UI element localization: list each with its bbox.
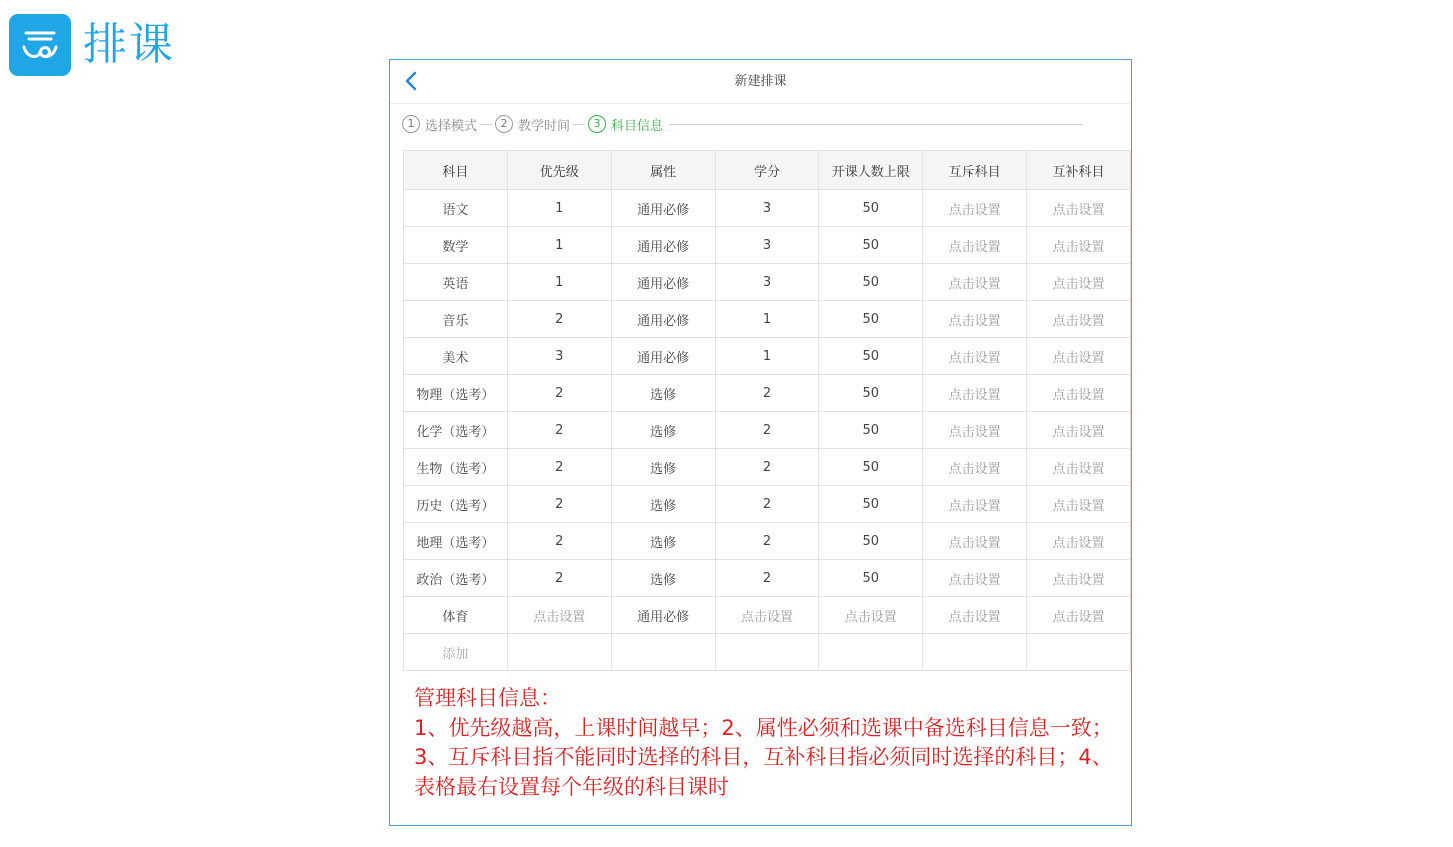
limit-cell: 50 [819, 449, 923, 486]
priority-cell: 2 [507, 301, 611, 338]
step-number: 1 [402, 115, 420, 133]
exclusive-subject-cell[interactable]: 点击设置 [923, 301, 1027, 338]
column-header: 科目 [404, 151, 508, 190]
step-connector [669, 124, 1083, 125]
step-teaching-time[interactable] [495, 115, 570, 134]
attribute-cell: 选修 [611, 486, 715, 523]
empty-cell [715, 634, 819, 671]
step-indicator [402, 112, 1086, 136]
column-header: 优先级 [507, 151, 611, 190]
complementary-subject-cell[interactable]: 点击设置 [1027, 301, 1131, 338]
priority-cell: 2 [507, 412, 611, 449]
table-row [404, 523, 1131, 560]
complementary-subject-cell[interactable]: 点击设置 [1027, 190, 1131, 227]
table-row [404, 597, 1131, 634]
attribute-cell: 通用必修 [611, 597, 715, 634]
table-header-row [404, 151, 1131, 190]
column-header: 互斥科目 [923, 151, 1027, 190]
exclusive-subject-cell[interactable]: 点击设置 [923, 412, 1027, 449]
table-row [404, 227, 1131, 264]
empty-cell [1027, 634, 1131, 671]
empty-cell [819, 634, 923, 671]
column-header: 开课人数上限 [819, 151, 923, 190]
complementary-subject-cell[interactable]: 点击设置 [1027, 523, 1131, 560]
step-select-mode[interactable] [402, 115, 477, 134]
priority-cell: 3 [507, 338, 611, 375]
step-subject-info[interactable] [588, 115, 663, 134]
attribute-cell: 通用必修 [611, 227, 715, 264]
brand [9, 14, 175, 76]
credit-cell: 2 [715, 375, 819, 412]
column-header: 学分 [715, 151, 819, 190]
subject-cell: 美术 [404, 338, 508, 375]
credit-cell[interactable]: 点击设置 [715, 597, 819, 634]
exclusive-subject-cell[interactable]: 点击设置 [923, 375, 1027, 412]
subject-cell: 英语 [404, 264, 508, 301]
empty-cell [923, 634, 1027, 671]
limit-cell: 50 [819, 227, 923, 264]
limit-cell: 50 [819, 486, 923, 523]
step-number: 2 [495, 115, 513, 133]
table-row [404, 264, 1131, 301]
instruction-note [414, 684, 1118, 802]
complementary-subject-cell[interactable]: 点击设置 [1027, 375, 1131, 412]
page-title: 新建排课 [734, 74, 787, 89]
priority-cell: 2 [507, 375, 611, 412]
limit-cell: 50 [819, 412, 923, 449]
attribute-cell: 通用必修 [611, 338, 715, 375]
priority-cell[interactable]: 点击设置 [507, 597, 611, 634]
step-label: 教学时间 [518, 118, 571, 134]
priority-cell: 2 [507, 523, 611, 560]
credit-cell: 1 [715, 338, 819, 375]
limit-cell: 50 [819, 560, 923, 597]
limit-cell: 50 [819, 190, 923, 227]
credit-cell: 2 [715, 412, 819, 449]
subject-cell: 化学（选考） [404, 412, 508, 449]
column-header: 属性 [611, 151, 715, 190]
subject-cell: 数学 [404, 227, 508, 264]
attribute-cell: 选修 [611, 449, 715, 486]
credit-cell: 1 [715, 301, 819, 338]
credit-cell: 3 [715, 264, 819, 301]
top-bar [390, 60, 1131, 104]
limit-cell: 50 [819, 338, 923, 375]
step-connector [480, 124, 492, 125]
exclusive-subject-cell[interactable]: 点击设置 [923, 560, 1027, 597]
table-row [404, 190, 1131, 227]
limit-cell: 50 [819, 301, 923, 338]
credit-cell: 2 [715, 523, 819, 560]
priority-cell: 2 [507, 560, 611, 597]
subject-cell: 生物（选考） [404, 449, 508, 486]
table-row [404, 412, 1131, 449]
step-label: 选择模式 [425, 118, 478, 134]
table-row [404, 486, 1131, 523]
credit-cell: 3 [715, 190, 819, 227]
limit-cell: 50 [819, 523, 923, 560]
exclusive-subject-cell[interactable]: 点击设置 [923, 338, 1027, 375]
exclusive-subject-cell[interactable]: 点击设置 [923, 449, 1027, 486]
subject-cell: 物理（选考） [404, 375, 508, 412]
credit-cell: 2 [715, 486, 819, 523]
credit-cell: 2 [715, 560, 819, 597]
subject-cell: 历史（选考） [404, 486, 508, 523]
table-row-add [404, 634, 1131, 671]
step-connector [573, 124, 585, 125]
exclusive-subject-cell[interactable]: 点击设置 [923, 190, 1027, 227]
subject-cell: 政治（选考） [404, 560, 508, 597]
note-body: 1、优先级越高，上课时间越早；2、属性必须和选课中备选科目信息一致；3、互斥科目指不能同时选择的科目，互补科目指必须同时选择的科目；4、表格最右设置每个年级的科目课时 [414, 715, 1113, 799]
attribute-cell: 选修 [611, 523, 715, 560]
empty-cell [507, 634, 611, 671]
attribute-cell: 选修 [611, 560, 715, 597]
complementary-subject-cell[interactable]: 点击设置 [1027, 486, 1131, 523]
priority-cell: 2 [507, 449, 611, 486]
credit-cell: 2 [715, 449, 819, 486]
priority-cell: 1 [507, 190, 611, 227]
priority-cell: 1 [507, 227, 611, 264]
exclusive-subject-cell[interactable]: 点击设置 [923, 264, 1027, 301]
limit-cell[interactable]: 点击设置 [819, 597, 923, 634]
add-subject-button[interactable]: 添加 [404, 634, 508, 671]
exclusive-subject-cell[interactable]: 点击设置 [923, 227, 1027, 264]
table-row [404, 449, 1131, 486]
step-label: 科目信息 [611, 118, 664, 134]
priority-cell: 2 [507, 486, 611, 523]
attribute-cell: 通用必修 [611, 190, 715, 227]
table-row [404, 338, 1131, 375]
table-row [404, 301, 1131, 338]
table-row [404, 560, 1131, 597]
complementary-subject-cell[interactable]: 点击设置 [1027, 227, 1131, 264]
course-calendar-icon [9, 14, 71, 76]
limit-cell: 50 [819, 264, 923, 301]
brand-title: 排课 [83, 19, 175, 70]
subject-cell: 体育 [404, 597, 508, 634]
attribute-cell: 选修 [611, 375, 715, 412]
column-header: 互补科目 [1027, 151, 1131, 190]
subject-cell: 语文 [404, 190, 508, 227]
complementary-subject-cell[interactable]: 点击设置 [1027, 264, 1131, 301]
attribute-cell: 通用必修 [611, 264, 715, 301]
complementary-subject-cell[interactable]: 点击设置 [1027, 338, 1131, 375]
step-number: 3 [588, 115, 606, 133]
credit-cell: 3 [715, 227, 819, 264]
empty-cell [611, 634, 715, 671]
complementary-subject-cell[interactable]: 点击设置 [1027, 597, 1131, 634]
limit-cell: 50 [819, 375, 923, 412]
table-row [404, 375, 1131, 412]
subject-cell: 音乐 [404, 301, 508, 338]
exclusive-subject-cell[interactable]: 点击设置 [923, 486, 1027, 523]
priority-cell: 1 [507, 264, 611, 301]
exclusive-subject-cell[interactable]: 点击设置 [923, 597, 1027, 634]
note-title: 管理科目信息： [414, 686, 561, 710]
complementary-subject-cell[interactable]: 点击设置 [1027, 412, 1131, 449]
subject-cell: 地理（选考） [404, 523, 508, 560]
complementary-subject-cell[interactable]: 点击设置 [1027, 449, 1131, 486]
attribute-cell: 选修 [611, 412, 715, 449]
new-schedule-panel [389, 59, 1132, 826]
subject-table [403, 150, 1131, 671]
exclusive-subject-cell[interactable]: 点击设置 [923, 523, 1027, 560]
attribute-cell: 通用必修 [611, 301, 715, 338]
complementary-subject-cell[interactable]: 点击设置 [1027, 560, 1131, 597]
